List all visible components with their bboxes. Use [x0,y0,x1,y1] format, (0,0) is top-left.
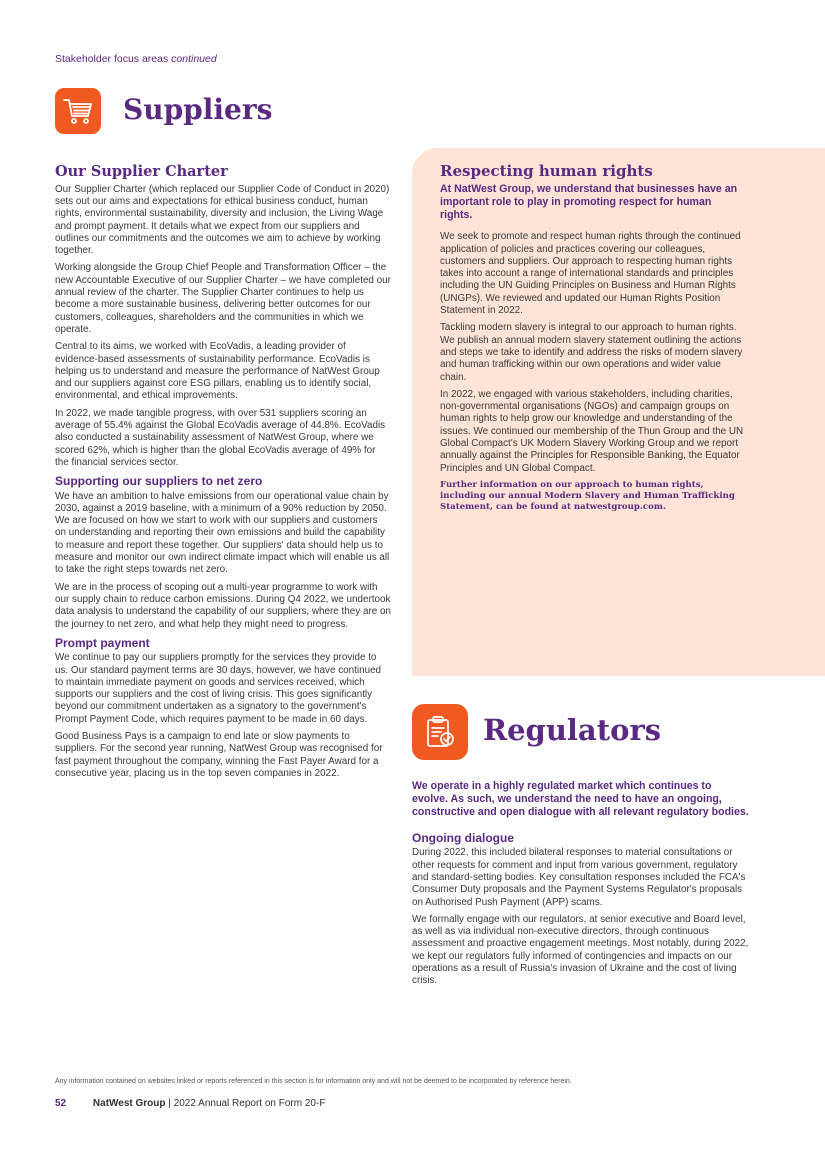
clipboard-check-icon [412,704,468,760]
net-zero-paragraph: We are in the process of scoping out a multi-year programme to work with our supply chain to reduce carbon emissions. During Q4 2022, we undertook data analysis to understand the capability of our suppliers, where they are on the journey to net zero, and what help they might need to progress. [55,581,391,630]
charter-paragraph: Our Supplier Charter (which replaced our Supplier Code of Conduct in 2020) sets out our aims and expectations for ethical business conduct, human rights, environmental sustainability, diversity and inclusion, the Living Wage and prompt payment. It details what we expect from our suppliers and outlines our commitments and the outcomes we aim to achieve by working together. [55,183,390,257]
prompt-payment-heading: Prompt payment [55,635,150,650]
prompt-payment-paragraph: Good Business Pays is a campaign to end late or slow payments to suppliers. For the second year running, NatWest Group was recognised for fast payment throughout the company, winning the Fast Payer Award for a consecutive year, placing us in the top seven companies in 2022. [55,731,383,779]
footnote: Any information contained on websites linked or reports referenced in this section is for information only and will not be deemed to be incorporated by reference herein. [55,1078,572,1085]
human-rights-paragraph: Tackling modern slavery is integral to our approach to human rights. We publish an annual modern slavery statement outlining the actions and steps we take to identify and address the risks of modern slavery and human trafficking within our own operations and wider value chain. [440,322,743,383]
net-zero-paragraph: We have an ambition to halve emissions from our operational value chain by 2030, against a 2019 baseline, with a minimum of a 90% reduction by 2050. We are focused on how we start to work with our suppliers and customers on understanding and reporting their own emissions and build the capability to measure and report these together. Our suppliers' data should help us to measure and monitor our own indirect climate impact which will enable us all to take the right steps towards net zero. [55,490,390,576]
page-footer [55,1098,325,1109]
human-rights-further-info: Further information on our approach to human rights, including our annual Modern Slavery and Human Trafficking Statement, can be found at natwestgroup.com. [440,479,735,512]
breadcrumb-suffix: continued [171,53,217,65]
human-rights-paragraph: We seek to promote and respect human rights through the continued application of policies and practices covering our colleagues, customers and suppliers. Our approach to respecting human rights takes into account a range of international standards and principles including the UN Guiding Principles on Business and Human Rights (UNGPs). We reviewed and updated our Human Rights Position Statement in 2022. [440,231,741,317]
human-rights-lead: At NatWest Group, we understand that businesses have an important role to play in promoting respect for human rights. [440,183,738,222]
charter-paragraph: Central to its aims, we worked with EcoVadis, a leading provider of evidence-based assessments of sustainability performance. EcoVadis is helping us to understand and measure the performance of NatWest Group and our suppliers against core ESG pillars, enabling us to identify social, environmental, and ethical improvements. [55,341,380,402]
ongoing-dialogue-heading: Ongoing dialogue [412,831,514,845]
supplier-charter-heading: Our Supplier Charter [55,163,228,180]
page-number: 52 [55,1098,67,1109]
net-zero-heading: Supporting our suppliers to net zero [55,474,263,489]
breadcrumb-label: Stakeholder focus areas [55,53,169,65]
shopping-cart-icon [55,88,101,134]
footer-separator: | [165,1098,174,1109]
human-rights-paragraph: In 2022, we engaged with various stakeholders, including charities, non-governmental organisations (NGOs) and campaign groups on human rights to help grow our knowledge and understanding of the issues. We continued our membership of the Thun Group and the UN Global Compact's UK Modern Slavery Working Group and we report annually against the Principles for Responsible Banking, the Equator Principles and UN Global Compact. [440,388,744,474]
prompt-payment-paragraph: We continue to pay our suppliers promptly for the services they provide to us. Our standard payment terms are 30 days, however, we have continued to maintain immediate payment on goods and services received, which supports our suppliers and the cost of living crisis. This goes significantly beyond our commitment undertaken as a signatory to the government's Prompt Payment Code, which requires payment to be made in 60 days. [55,652,382,725]
regulators-column [412,780,750,993]
suppliers-column [55,164,391,785]
suppliers-title: Suppliers [123,93,273,126]
footer-report-title: 2022 Annual Report on Form 20-F [173,1098,326,1109]
human-rights-heading: Respecting human rights [440,162,653,180]
footer-brand: NatWest Group [92,1098,166,1109]
charter-paragraph: In 2022, we made tangible progress, with over 531 suppliers scoring an average of 55.4% against the Global EcoVadis average of 44.8%. EcoVadis also conducted a sustainability assessment of NatWest Group, where we scored 62%, which is higher than the global EcoVadis average of 49% for the financial services sector. [55,407,386,468]
breadcrumb [55,53,217,65]
regulators-paragraph: During 2022, this included bilateral responses to material consultations or other requests for comment and input from various government, regulatory and standard-setting bodies. Key consultation responses included the FCA's Consumer Duty proposals and the Payment Systems Regulator's proposals on Authorised Push Payment (APP) scams. [412,847,746,908]
regulators-title: Regulators [483,713,662,747]
charter-paragraph: Working alongside the Group Chief People and Transformation Officer – the new Accountable Executive of our Supplier Charter – we have completed our annual review of the charter. The Supplier Charter continues to help us become a more sustainable business, delivering better outcomes for our customers, colleagues, shareholders and the communities in which we operate. [55,262,391,335]
regulators-paragraph: We formally engage with our regulators, at senior executive and Board level, as well as via individual non-executive directors, through continuous assessment and proactive engagement meetings. Most notably, during 2022, we kept our regulators fully informed of contingencies and impacts on our operations as a result of Russia's invasion of Ukraine and the cost of living crisis. [412,913,749,987]
regulators-lead: We operate in a highly regulated market which continues to evolve. As such, we understand the need to have an ongoing, constructive and open dialogue with all relevant regulatory bodies. [412,780,749,818]
human-rights-column [440,163,746,518]
